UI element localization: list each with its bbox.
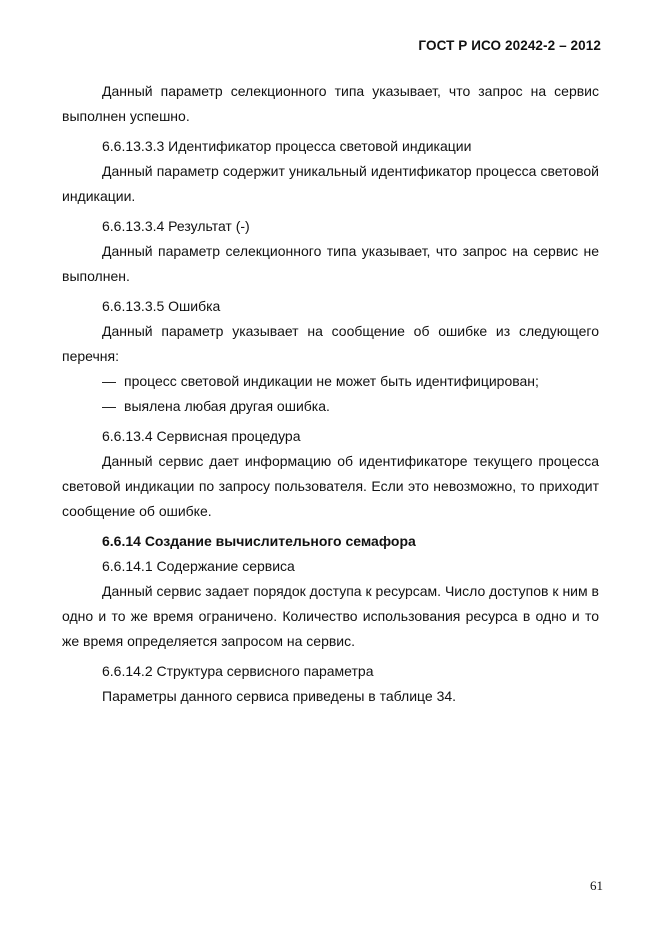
document-body (62, 79, 599, 714)
dash-mark: — (102, 373, 116, 389)
page-number: 61 (590, 878, 603, 893)
section-heading: 6.6.14.2 Структура сервисного параметра (102, 663, 374, 679)
paragraph: Параметры данного сервиса приведены в таблице 34. (102, 688, 457, 704)
section-heading-bold: 6.6.14 Создание вычислительного семафора (102, 533, 416, 549)
section-heading: 6.6.13.3.4 Результат (-) (102, 218, 250, 234)
list-item (62, 369, 599, 394)
section-heading: 6.6.13.3.3 Идентификатор процесса световой индикации (102, 138, 472, 154)
list-item (62, 394, 599, 419)
paragraph: Данный параметр содержит уникальный идентификатор процесса световой индикации. (62, 163, 599, 204)
list-item-text: выялена любая другая ошибка. (124, 398, 330, 414)
paragraph: Данный параметр указывает на сообщение об ошибке из следующего перечня: (62, 323, 599, 364)
document-header: ГОСТ Р ИСО 20242-2 – 2012 (418, 38, 601, 53)
paragraph: Данный сервис задает порядок доступа к ресурсам. Число доступов к ним в одно и то же время ограничено. Количество использования ресурса в одно и то же время определяется запросом на сервис. (62, 583, 599, 649)
list-item-text: процесс световой индикации не может быть идентифицирован; (124, 373, 539, 389)
paragraph: Данный параметр селекционного типа указывает, что запрос на сервис не выполнен. (62, 243, 599, 284)
section-heading: 6.6.14.1 Содержание сервиса (102, 558, 295, 574)
section-heading: 6.6.13.4 Сервисная процедура (102, 428, 301, 444)
paragraph: Данный сервис дает информацию об идентификаторе текущего процесса световой индикации по запросу пользователя. Если это невозможно, то приходит сообщение об ошибке. (62, 453, 599, 519)
section-heading: 6.6.13.3.5 Ошибка (102, 298, 221, 314)
dash-mark: — (102, 398, 116, 414)
paragraph: Данный параметр селекционного типа указывает, что запрос на сервис выполнен успешно. (62, 83, 599, 124)
